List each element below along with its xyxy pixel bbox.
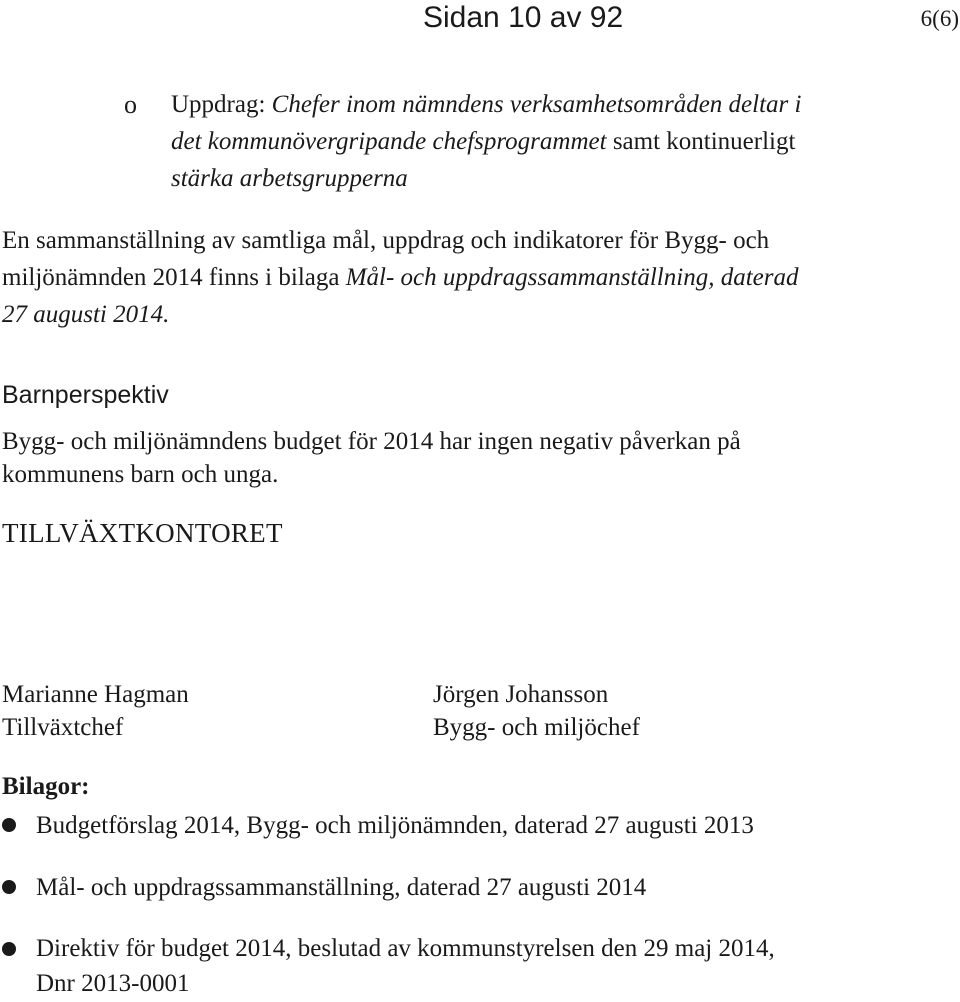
uppdrag-text-2b: samt kontinuerligt [606,128,796,155]
page-counter: 6(6) [920,6,959,31]
barnperspektiv-line-2: kommunens barn och unga. [2,461,279,488]
attachment-item: Direktiv för budget 2014, beslutad av kommunstyrelsen den 29 maj 2014, [36,935,775,962]
signature-left-title: Tillväxtchef [2,714,124,741]
page-indicator: Sidan 10 av 92 [423,1,624,34]
hollow-bullet: o [124,90,137,119]
bullet-dot-icon [2,818,16,832]
signature-right-name: Jörgen Johansson [433,681,609,708]
barnperspektiv-line-1: Bygg- och miljönämndens budget för 2014 har ingen negativ påverkan på [2,428,741,455]
summary-attachment-ref: Mål- och uppdragssammanställning, daterad [345,264,799,291]
uppdrag-line-1 [171,86,801,123]
summary-line-2 [2,259,798,296]
attachment-item: Mål- och uppdragssammanställning, daterad 27 augusti 2014 [36,874,647,901]
uppdrag-item [171,86,801,197]
office-heading: TILLVÄXTKONTORET [2,518,283,548]
bullet-dot-icon [2,942,16,956]
uppdrag-text-2: det kommunövergripande chefsprogrammet [171,128,607,155]
summary-paragraph [2,222,798,333]
signature-right-title: Bygg- och miljöchef [433,714,640,741]
barnperspektiv-heading: Barnperspektiv [2,381,169,409]
uppdrag-line-2 [171,123,801,160]
attachments-heading: Bilagor: [2,773,90,800]
summary-line-1: En sammanställning av samtliga mål, uppdrag och indikatorer för Bygg- och [2,227,770,254]
signature-left [2,678,189,744]
attachment-item: Budgetförslag 2014, Bygg- och miljönämnden, daterad 27 augusti 2013 [36,812,754,839]
signature-left-name: Marianne Hagman [2,681,189,708]
signature-right [433,678,640,744]
summary-line-3: 27 augusti 2014. [2,301,170,328]
barnperspektiv-paragraph [2,425,741,491]
uppdrag-prefix: Uppdrag: [171,91,272,118]
uppdrag-line-3: stärka arbetsgrupperna [171,165,408,192]
bullet-dot-icon [2,880,16,894]
summary-text-2: miljönämnden 2014 finns i bilaga [2,264,346,291]
attachment-item-continuation: Dnr 2013-0001 [36,970,190,997]
uppdrag-text-1: Chefer inom nämndens verksamhetsområden deltar i [271,91,802,118]
